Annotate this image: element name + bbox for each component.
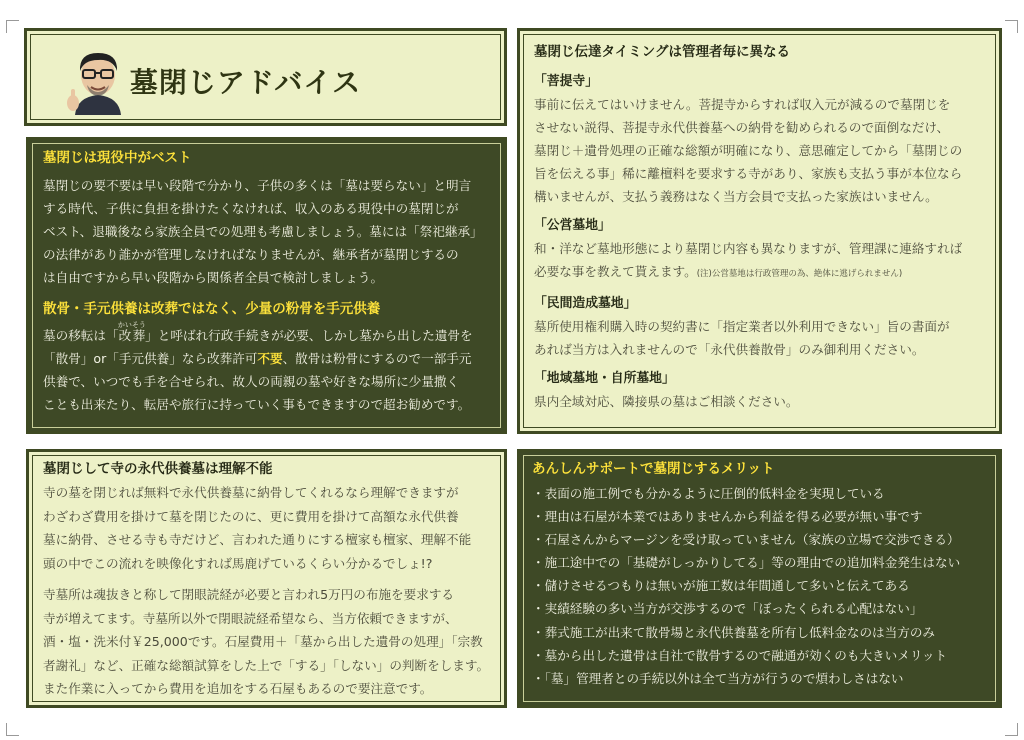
bodai-label: 「菩提寺」	[534, 74, 598, 89]
private-section: 「民間造成墓地」 墓所使用権利購入時の契約書に「指定業者以外利用できない」旨の書面が あれば当方は入れませんので「永代供養散骨」のみ御利用ください。	[534, 294, 987, 361]
timing-panel	[517, 28, 1002, 434]
public-label: 「公営墓地」	[534, 218, 611, 233]
crop-mark-bottom-left	[6, 723, 19, 736]
list-item: ・表面の施工例でも分かるように圧倒的低料金を実現している	[532, 486, 885, 501]
list-item: ・儲けさせるつもりは無いが施工数は年間通して多いと伝えてある	[532, 578, 910, 594]
temple-para-2: 寺墓所は魂抜きと称して閉眼読経が必要と言われ5万円の布施を要求する 寺が増えてます。寺墓所以外で閉眼読経希望なら、当方依頼できますが、 酒・塩・洗米付￥25,000です。石屋費用＋「墓から出した遺骨の処理」「宗教 者謝礼」など、正確な総額試算をした上で「する」「しない」の判断をします。 また作業に入ってから費用を追加をする石屋もあるので要注意です。	[43, 587, 490, 696]
list-item: ・施工途中での「基礎がしっかりしてる」等の理由での追加料金発生はない	[532, 555, 961, 571]
temple-panel	[26, 449, 507, 708]
local-label: 「地域墓地・自所墓地」	[534, 371, 675, 386]
best-now-text: 墓閉じの要不要は早い段階で分かり、子供の多くは「墓は要らない」と明言 する時代、子供に負担を掛けたくなければ、収入のある現役中の墓閉じが ベスト、退職後なら家族全員での処理も考慮しましょう。墓には「祭祀継承」 の法律があり誰かが管理しなければなりませんが、継承者が墓閉じするの は自由ですから早い段階から関係者全員で検討しましょう。	[43, 178, 483, 285]
merits-list	[532, 482, 987, 690]
public-note: (注)公営墓地は行政管理の為、絶体に逃げられません)	[696, 269, 903, 279]
unnecessary-highlight: 不要	[257, 351, 283, 366]
crop-mark-bottom-right	[1005, 723, 1018, 736]
list-item: ・葬式施工が出来て散骨場と永代供養墓を所有し低料金なのは当方のみ	[532, 624, 935, 640]
temple-heading: 墓閉じして寺の永代供養墓は理解不能	[43, 461, 273, 477]
header-panel	[24, 28, 507, 126]
private-label: 「民間造成墓地」	[534, 296, 637, 311]
list-item: ・理由は石屋が本業ではありませんから利益を得る必要が無い事です	[532, 509, 923, 525]
kaisou-ruby: 改葬かいそう	[117, 321, 146, 343]
local-section: 「地域墓地・自所墓地」 県内全域対応、隣接県の墓はご相談ください。	[534, 369, 987, 413]
scatter-heading: 散骨・手元供養は改葬ではなく、少量の粉骨を手元供養	[43, 301, 381, 317]
merits-panel	[517, 449, 1002, 708]
crop-mark-top-right	[1005, 20, 1018, 33]
list-item: ・墓から出した遺骨は自社で散骨するので融通が効くのも大きいメリット	[532, 647, 948, 663]
best-now-heading: 墓閉じは現役中がベスト	[43, 150, 192, 166]
timing-heading: 墓閉じ伝達タイミングは管理者毎に異なる	[534, 44, 790, 60]
list-item: ・実績経験の多い当方が交渉するので「ぼったくられる心配はない」	[532, 601, 923, 617]
public-section: 「公営墓地」 和・洋など墓地形態により墓閉じ内容も異なりますが、管理課に連絡すれば 必要な事を教えて貰えます。(注)公営墓地は行政管理の為、絶体に逃げられません)	[534, 216, 987, 286]
page-title: 墓閉じアドバイス	[129, 66, 362, 99]
scatter-text: 墓の移転は「改葬かいそう」と呼ばれ行政手続きが必要、しかし墓から出した遺骨を 「散骨」or「手元供養」なら改葬許可不要、散骨は粉骨にするので一部手元 供養で、いつでも手を合せられ、故人の両親の墓や好きな場所に少量撒く ことも出来たり、転居や旅行に持っていく事もできますので超お勧めです。	[43, 321, 473, 412]
temple-para-1: 寺の墓を閉じれば無料で永代供養墓に納骨してくれるなら理解できますが わざわざ費用を掛けて墓を閉じたのに、更に費用を掛けて高額な永代供養 墓に納骨、させる寺も寺だけど、言われた通りにする檀家も檀家、理解不能 頭の中でこの流れを映像化すれば馬鹿げているくらい分かるでしょ!?	[43, 485, 472, 571]
bodai-section: 「菩提寺」 事前に伝えてはいけません。菩提寺からすれば収入元が減るので墓閉じを させない説得、菩提寺永代供養墓への納骨を勧められるので面倒なだけ、 墓閉じ＋遺骨処理の正確な総額が明確になり、意思確定してから「墓閉じの 旨を伝える事」稀に離檀料を要求する寺があり、家族も支払う事が本位なら 構いませんが、支払う義務はなく当方会員で支払った家族はいません。	[534, 72, 987, 208]
best-now-panel	[26, 137, 507, 434]
crop-mark-top-left	[6, 20, 19, 33]
list-item: ・石屋さんからマージンを受け取っていません（家族の立場で交渉できる）	[532, 532, 960, 548]
list-item: ・「墓」管理者との手続以外は全て当方が行うので煩わしさはない	[532, 670, 904, 686]
merits-heading: あんしんサポートで墓閉じするメリット	[532, 461, 775, 477]
